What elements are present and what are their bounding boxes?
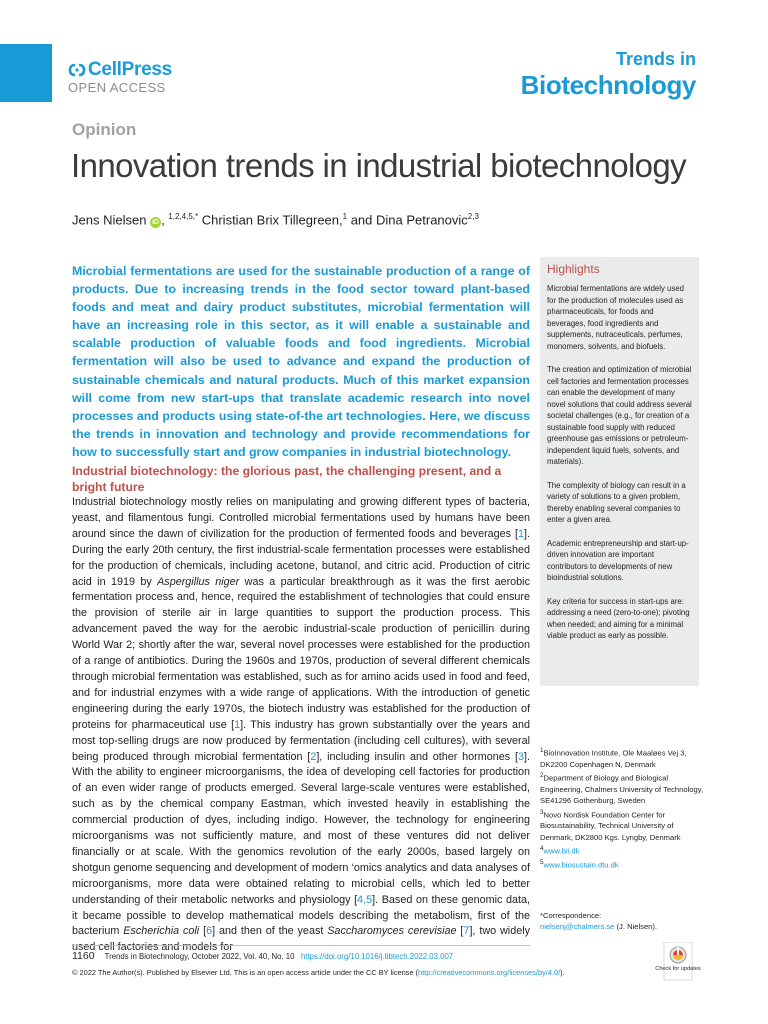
abstract: Microbial fermentations are used for the sustainable production of a range of products. Due to increasing trends in the food sector toward plant-based foods and meat and dairy product substitutes, microbial fermentation will have an increasing role in this sector, as it will enable a sustainable and scalable production of valuable foods and food ingredients. Microbial fermentation will also be used to advance and expand the production of sustainable chemicals and natural products. Much of this market expansion will come from new start-ups that translate academic research into novel processes and products using state-of-the art technologies. Here, we discuss the trends in innovation and technology and provide recommendations for how to successfully start and grow companies in industrial biotechnology. bbox=[72, 264, 530, 459]
reference-link[interactable]: 6 bbox=[206, 925, 213, 938]
doi-link[interactable]: https://doi.org/10.1016/j.tibtech.2022.03.007 bbox=[300, 952, 454, 961]
body-text-segment: was a particular breakthrough as it was the first aerobic fermentation process and, hence, required the establishment of technologies that could ensure the provision of sterile air in large quantities to support the production process. This advancement paved the way for the aerobic industrial-scale production of penicillin during World War 2; shortly after the war, several novel processes were established for the production of a range of antibiotics. During the 1960s and 1970s, production of several different chemicals through microbial fermentation was established, such as for amino acids used in food and feed, and for industrial enzymes with a wide range of applications. With the introduction of genetic engineering during the early 1970s, the biotech industry was established for the production of proteins for pharmaceutical use [ bbox=[72, 575, 530, 731]
highlights-title: Highlights bbox=[547, 262, 600, 276]
body-text-segment: ], including insulin and other hormones [ bbox=[316, 750, 518, 763]
body-text-segment: ]. Based on these genomic data, it became possible to develop mathematical models describing the metabolism, first of the bacterium bbox=[72, 893, 530, 938]
body-text-segment: ]. This industry has grown substantially over the years and most top-selling drugs are now produced by fermentation (including cell cultures), with several being produced through microbial fermentation [ bbox=[72, 718, 530, 763]
body-text-segment: [ bbox=[199, 925, 207, 938]
affiliation-link[interactable]: www.biosustain.dtu.dk bbox=[543, 860, 619, 870]
journal-title-line1: Trends in bbox=[615, 49, 696, 69]
correspondence-name: (J. Nielsen). bbox=[616, 922, 658, 932]
reference-link[interactable]: 1 bbox=[234, 718, 241, 731]
license-text: © 2022 The Author(s). Published by Elsevier Ltd. This is an open access article under the CC BY license ( bbox=[72, 968, 419, 977]
affiliation-item: $^1$BioInnovation Institute, Ole Maaløes Vej 3, DK2200 Copenhagen N, Denmark bbox=[540, 747, 687, 769]
body-text-segment: Industrial biotechnology mostly relies on manipulating and growing different types of bacteria, yeast, and filamentous fungi. Controlled microbial fermentations used by humans have been around since the dawn of civilization for the production of fermented foods and beverages [ bbox=[72, 496, 530, 540]
section-heading: Industrial biotechnology: the glorious past, the challenging present, and a bright future bbox=[72, 464, 502, 494]
reference-link[interactable]: 3 bbox=[518, 750, 525, 763]
affiliations bbox=[540, 745, 705, 871]
affiliation-item: $^5$www.biosustain.dtu.dk bbox=[540, 858, 619, 870]
license-link[interactable]: http://creativecommons.org/licenses/by/4.0/ bbox=[418, 968, 561, 977]
journal-citation: Trends in Biotechnology, October 2022, Vol. 40, No. 10 bbox=[104, 952, 295, 961]
species-name: Escherichia coli bbox=[123, 925, 200, 938]
affiliation-link[interactable]: www.bii.dk bbox=[543, 846, 580, 856]
author-affiliation-sup: 1,2,4,5,* bbox=[168, 212, 199, 221]
check-for-updates-label[interactable]: Check for updates bbox=[655, 966, 701, 972]
author-name[interactable]: Jens Nielsen bbox=[72, 212, 147, 228]
reference-link[interactable]: 4,5 bbox=[357, 893, 373, 906]
footer-citation-line bbox=[72, 950, 453, 962]
body-text bbox=[72, 495, 530, 956]
cellpress-logo-icon bbox=[68, 63, 86, 77]
highlight-item: The complexity of biology can result in a variety of solutions to a given problem, thereby enabling several companies to enter a given area. bbox=[547, 480, 686, 524]
publisher-name: CellPress bbox=[88, 59, 172, 80]
highlight-item: The creation and optimization of microbial cell factories and fermentation processes can enable the development of many novel solutions that could address several societal challenges (e.g., for creation of a sustainable food supply with reduced greenhouse gas emissions or petroleum-independent liquid fuels, solvents, and materials). bbox=[547, 365, 692, 466]
body-text-segment: ]. With the ability to engineer microorganisms, the idea of developing cell factories for production of an even wider range of products emerged. Several large-scale ventures were established, such as by the chemical company Eastman, which invested heavily in establishing the commercial production of dyes, including indigo. However, the technology for engineering microorganisms was not sufficiently mature, and most of these ventures did not deliver financially or at scale. With the genomics revolution of the early 2000s, based largely on shotgun genome sequencing and development of modern ‘omics analytics and data analyses of microorganisms, more data were obtained relating to microbial cells, which led to better understanding of their metabolic networks and physiology [ bbox=[72, 750, 531, 906]
correspondence-email[interactable]: nielsenj@chalmers.se bbox=[540, 922, 615, 932]
affiliation-item: $^4$www.bii.dk bbox=[540, 844, 580, 856]
species-name: Saccharomyces cerevisiae bbox=[327, 925, 457, 938]
body-text-segment: ], two widely used cell factories and models for bbox=[72, 925, 531, 954]
body-text-segment: ]. During the early 20th century, the first industrial-scale fermentation processes were established for the production of chemicals, including acetone, butanol, and citric acid. Production of citric acid in 1919 by bbox=[72, 527, 530, 588]
corner-accent-block bbox=[0, 44, 52, 102]
article-title: Innovation trends in industrial biotechnology bbox=[71, 147, 687, 184]
orcid-icon[interactable]: iD bbox=[152, 219, 160, 227]
correspondence-label: *Correspondence: bbox=[540, 911, 602, 920]
license-text-end: ). bbox=[560, 968, 565, 977]
reference-link[interactable]: 7 bbox=[463, 925, 470, 938]
highlight-item: Key criteria for success in start-ups are: addressing a need (zero-to-one); pivoting when needed; and aiming for a minimal viable product as early as possible. bbox=[547, 596, 690, 640]
body-text-segment: [ bbox=[456, 925, 464, 938]
highlight-item: Academic entrepreneurship and start-up-driven innovation are important contributors to developments of new bioindustrial solutions. bbox=[547, 538, 689, 582]
journal-title bbox=[521, 48, 696, 100]
license-line bbox=[72, 968, 565, 977]
article-type: Opinion bbox=[72, 120, 137, 139]
reference-link[interactable]: 2 bbox=[310, 750, 317, 763]
footer-divider bbox=[72, 945, 530, 946]
journal-title-line2: Biotechnology bbox=[520, 70, 696, 100]
highlight-item: Microbial fermentations are widely used for the production of molecules used as pharmaceuticals, for foods and beverages, food ingredients and supplements, nutraceuticals, perfumes, monomers, solvents, and biofuels. bbox=[547, 284, 684, 351]
correspondence bbox=[540, 910, 705, 933]
check-for-updates-icon[interactable] bbox=[662, 942, 694, 982]
open-access-label: OPEN ACCESS bbox=[68, 80, 166, 95]
species-name: Aspergillus niger bbox=[157, 575, 240, 588]
author-affiliation-sup: 2,3 bbox=[467, 212, 479, 221]
highlights-box bbox=[540, 257, 699, 686]
author-affiliation-sup: 1 bbox=[342, 212, 348, 221]
author-name[interactable]: Christian Brix Tillegreen, bbox=[201, 212, 343, 228]
cellpress-logo[interactable] bbox=[68, 60, 172, 95]
page-number: 1160 bbox=[72, 950, 95, 962]
body-text-segment: ] and then of the yeast bbox=[212, 925, 328, 938]
reference-link[interactable]: 1 bbox=[517, 527, 524, 540]
affiliation-item: $^3$Novo Nordisk Foundation Center for Biosustainability, Technical University of Denmark, DK2800 Kgs. Lyngby, Denmark bbox=[540, 808, 681, 842]
author-name[interactable]: and Dina Petranovic bbox=[350, 212, 468, 228]
affiliation-item: $^2$Department of Biology and Biological Engineering, Chalmers University of Technology, SE41296 Gothenburg, Sweden bbox=[540, 772, 704, 806]
author-list: Jens Nielsen iD , $^{1,2,4,5,*}$ Christian Brix Tillegreen,$^1$ and Dina Petranovic$^{2,3}$ bbox=[72, 212, 479, 228]
